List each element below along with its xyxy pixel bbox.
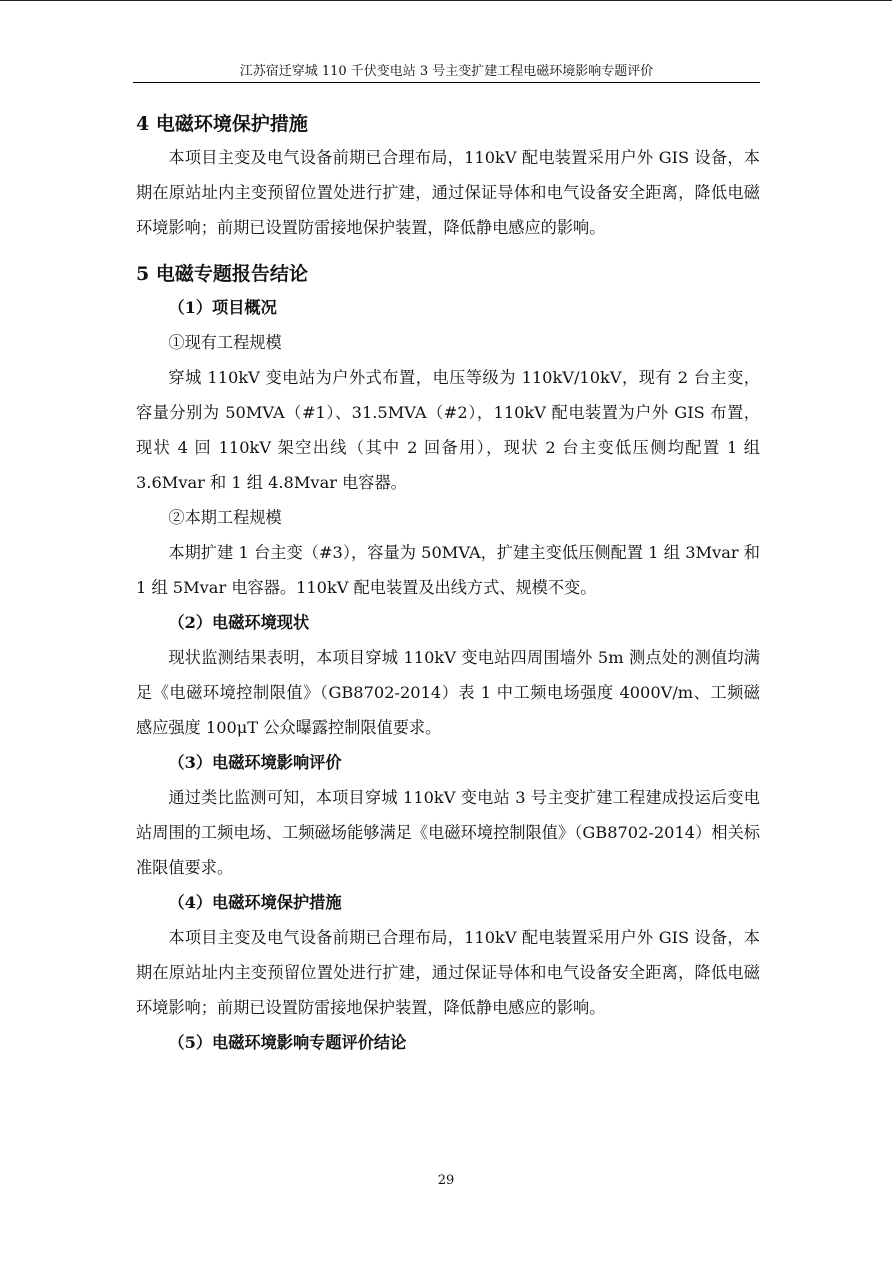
document-body	[136, 110, 760, 1060]
subsection-3-paragraph: 通过类比监测可知，本项目穿城 110kV 变电站 3 号主变扩建工程建成投运后变电站周围的工频电场、工频磁场能够满足《电磁环境控制限值》（GB8702-2014）相关标准限值要求。	[136, 788, 760, 877]
subsection-1-title: （1）项目概况	[168, 298, 277, 317]
section-5-heading: 5 电磁专题报告结论	[136, 263, 308, 285]
subsection-4-paragraph: 本项目主变及电气设备前期已合理布局，110kV 配电装置采用户外 GIS 设备，本期在原站址内主变预留位置处进行扩建，通过保证导体和电气设备安全距离，降低电磁环境影响；前期已设置防雷接地保护装置，降低静电感应的影响。	[136, 928, 760, 1017]
subsection-2-title: （2）电磁环境现状	[168, 613, 310, 632]
subsection-5-title: （5）电磁环境影响专题评价结论	[168, 1033, 407, 1052]
section-4-heading: 4 电磁环境保护措施	[136, 113, 308, 135]
subsection-4-title: （4）电磁环境保护措施	[168, 893, 342, 912]
header-rule	[133, 82, 760, 83]
subsection-3-title: （3）电磁环境影响评价	[168, 753, 342, 772]
running-header: 江苏宿迁穿城 110 千伏变电站 3 号主变扩建工程电磁环境影响专题评价	[239, 64, 654, 79]
current-scale-paragraph: 本期扩建 1 台主变（#3），容量为 50MVA，扩建主变低压侧配置 1 组 3Mvar 和 1 组 5Mvar 电容器。110kV 配电装置及出线方式、规模不变。	[136, 543, 760, 597]
subsection-2-paragraph: 现状监测结果表明，本项目穿城 110kV 变电站四周围墙外 5m 测点处的测值均满足《电磁环境控制限值》（GB8702-2014）表 1 中工频电场强度 4000V/m、工频磁感应强度 100μT 公众曝露控制限值要求。	[136, 648, 760, 737]
section-4-paragraph: 本项目主变及电气设备前期已合理布局，110kV 配电装置采用户外 GIS 设备，本期在原站址内主变预留位置处进行扩建，通过保证导体和电气设备安全距离，降低电磁环境影响；前期已设置防雷接地保护装置，降低静电感应的影响。	[136, 148, 760, 237]
page-top-border	[0, 0, 892, 1]
existing-scale-label: ①现有工程规模	[168, 333, 282, 352]
existing-scale-paragraph: 穿城 110kV 变电站为户外式布置，电压等级为 110kV/10kV，现有 2 台主变，容量分别为 50MVA（#1）、31.5MVA（#2），110kV 配电装置为户外 GIS 布置，现状 4 回 110kV 架空出线（其中 2 回备用），现状 2 台主变低压侧均配置 1 组 3.6Mvar 和 1 组 4.8Mvar 电容器。	[136, 368, 760, 492]
page-number: 29	[437, 1173, 455, 1188]
current-scale-label: ②本期工程规模	[168, 508, 282, 527]
